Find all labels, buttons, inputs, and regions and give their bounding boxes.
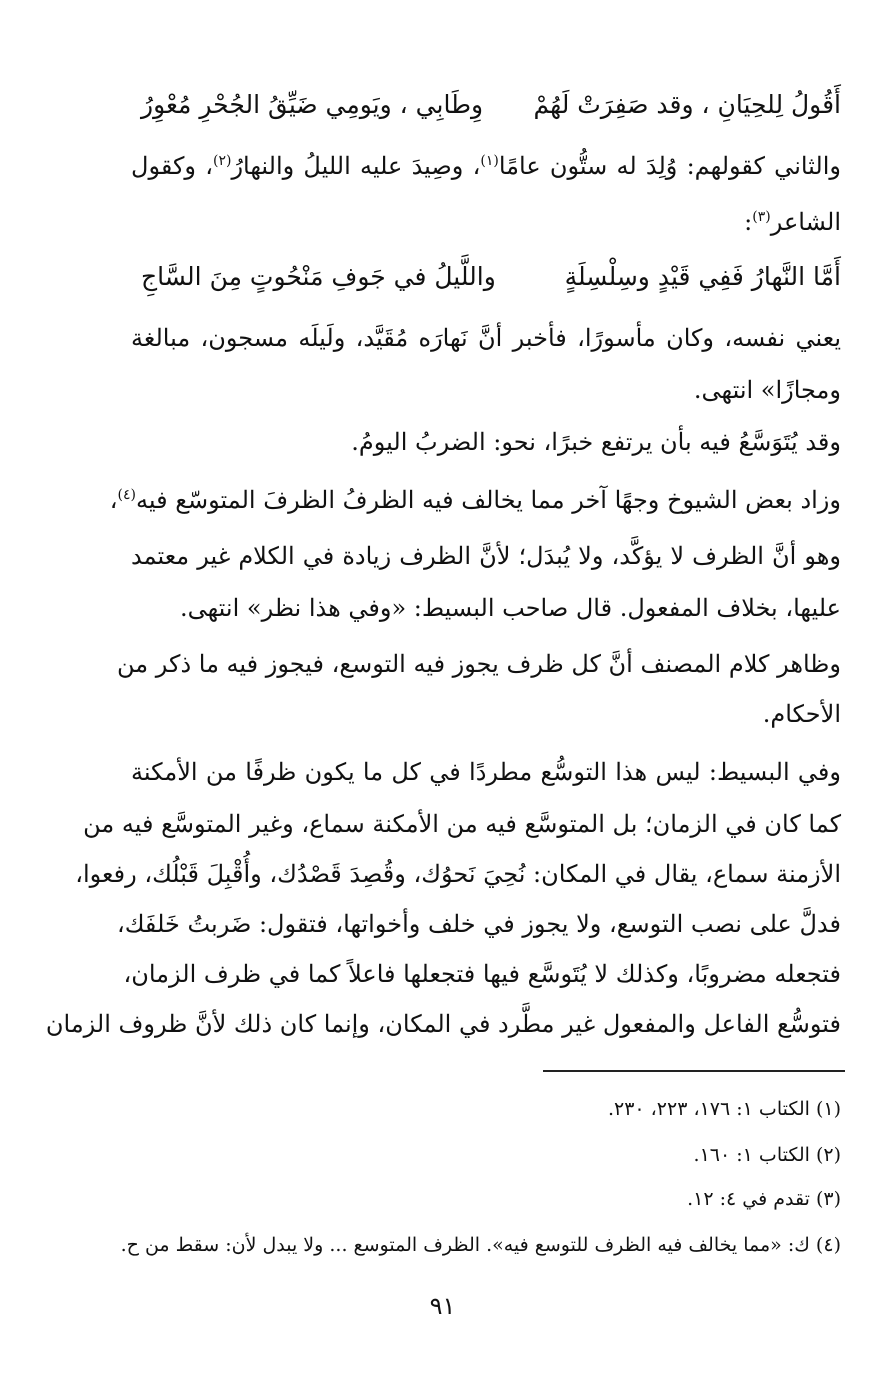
paragraph-line: وفي البسيط: ليس هذا التوسُّع مطردًا في كل ما يكون ظرفًا من الأمكنة	[131, 758, 841, 786]
footnote-1: (١) الكتاب ١: ١٧٦، ٢٢٣، ٢٣٠.	[607, 1098, 841, 1120]
text-run: والثاني كقولهم: وُلِدَ له ستُّون عامًا	[498, 152, 841, 180]
page-number: ٩١	[429, 1292, 456, 1320]
paragraph-line: فتوسُّع الفاعل والمفعول غير مطَّرد في المكان، وإنما كان ذلك لأنَّ ظروف الزمان	[45, 1010, 841, 1038]
paragraph-line: فتجعله مضروبًا، وكذلك لا يُتَوسَّع فيها فتجعلها فاعلاً كما في ظرف الزمان،	[123, 960, 841, 988]
text-run: الشاعر	[770, 208, 841, 236]
verse-hemistich-right: أَمَّا النَّهارُ فَفِي قَيْدٍ وسِلْسِلَةٍ	[564, 262, 841, 291]
footnote-2: (٢) الكتاب ١: ١٦٠.	[693, 1144, 841, 1166]
text-run: ،	[109, 486, 118, 514]
paragraph-line: ومجازًا» انتهى.	[693, 376, 841, 404]
footnote-separator	[543, 1070, 845, 1072]
text-run: ، وكقول	[131, 152, 213, 180]
paragraph-line: وقد يُتَوَسَّعُ فيه بأن يرتفع خبرًا، نحو: الضربُ اليومُ.	[351, 428, 841, 456]
paragraph-line	[109, 486, 841, 514]
text-run: ، وصِيدَ عليه الليلُ والنهارُ	[231, 152, 481, 180]
verse-hemistich-left: واللَّيلُ في جَوفِ مَنْحُوتٍ مِنَ السَّاجِ	[141, 262, 496, 291]
paragraph-line: الأزمنة سماع، يقال في المكان: نُحِيَ نَحوُك، وقُصِدَ قَصْدُك، وأُقْبِلَ قَبْلُك، رفعوا،	[75, 860, 841, 888]
paragraph-line: عليها، بخلاف المفعول. قال صاحب البسيط: «وفي هذا نظر» انتهى.	[179, 594, 841, 622]
paragraph-line	[131, 210, 841, 234]
footnote-ref: (٢)	[212, 153, 232, 169]
verse-line-1	[141, 92, 841, 117]
verse-hemistich-left: وِطَابِي ، ويَومِي ضَيِّقُ الجُحْرِ مُعْوِرُ	[141, 90, 484, 119]
footnote-4: (٤) ك: «مما يخالف فيه الظرف للتوسع فيه». الظرف المتوسع ... ولا يبدل لأن: سقط من ح.	[120, 1234, 841, 1256]
paragraph-line	[131, 154, 841, 178]
verse-hemistich-right: أَقُولُ لِلحِيَانِ ، وقد صَفِرَتْ لَهُمْ	[533, 90, 841, 119]
paragraph-line: وظاهر كلام المصنف أنَّ كل ظرف يجوز فيه التوسع، فيجوز فيه ما ذكر من	[117, 650, 841, 678]
verse-line-2	[141, 264, 841, 289]
text-run: :	[744, 208, 753, 236]
paragraph-line: كما كان في الزمان؛ بل المتوسَّع فيه من الأمكنة سماع، وغير المتوسَّع فيه من	[83, 810, 841, 838]
paragraph-line: يعني نفسه، وكان مأسورًا، فأخبر أنَّ نَهارَه مُقَيَّد، ولَيلَه مسجون، مبالغة	[131, 324, 841, 352]
footnote-3: (٣) تقدم في ٤: ١٢.	[687, 1188, 841, 1210]
footnote-ref: (١)	[480, 153, 499, 169]
text-run: وزاد بعض الشيوخ وجهًا آخر مما يخالف فيه الظرفُ الظرفَ المتوسّع فيه	[136, 486, 841, 514]
paragraph-line: الأحكام.	[762, 700, 841, 728]
paragraph-line: وهو أنَّ الظرف لا يؤكَّد، ولا يُبدَل؛ لأنَّ الظرف زيادة في الكلام غير معتمد	[131, 542, 841, 570]
footnote-ref: (٤)	[117, 487, 136, 503]
paragraph-line: فدلَّ على نصب التوسع، ولا يجوز في خلف وأخواتها، فتقول: ضَربتُ خَلفَك،	[116, 910, 841, 938]
footnote-ref: (٣)	[752, 209, 771, 225]
